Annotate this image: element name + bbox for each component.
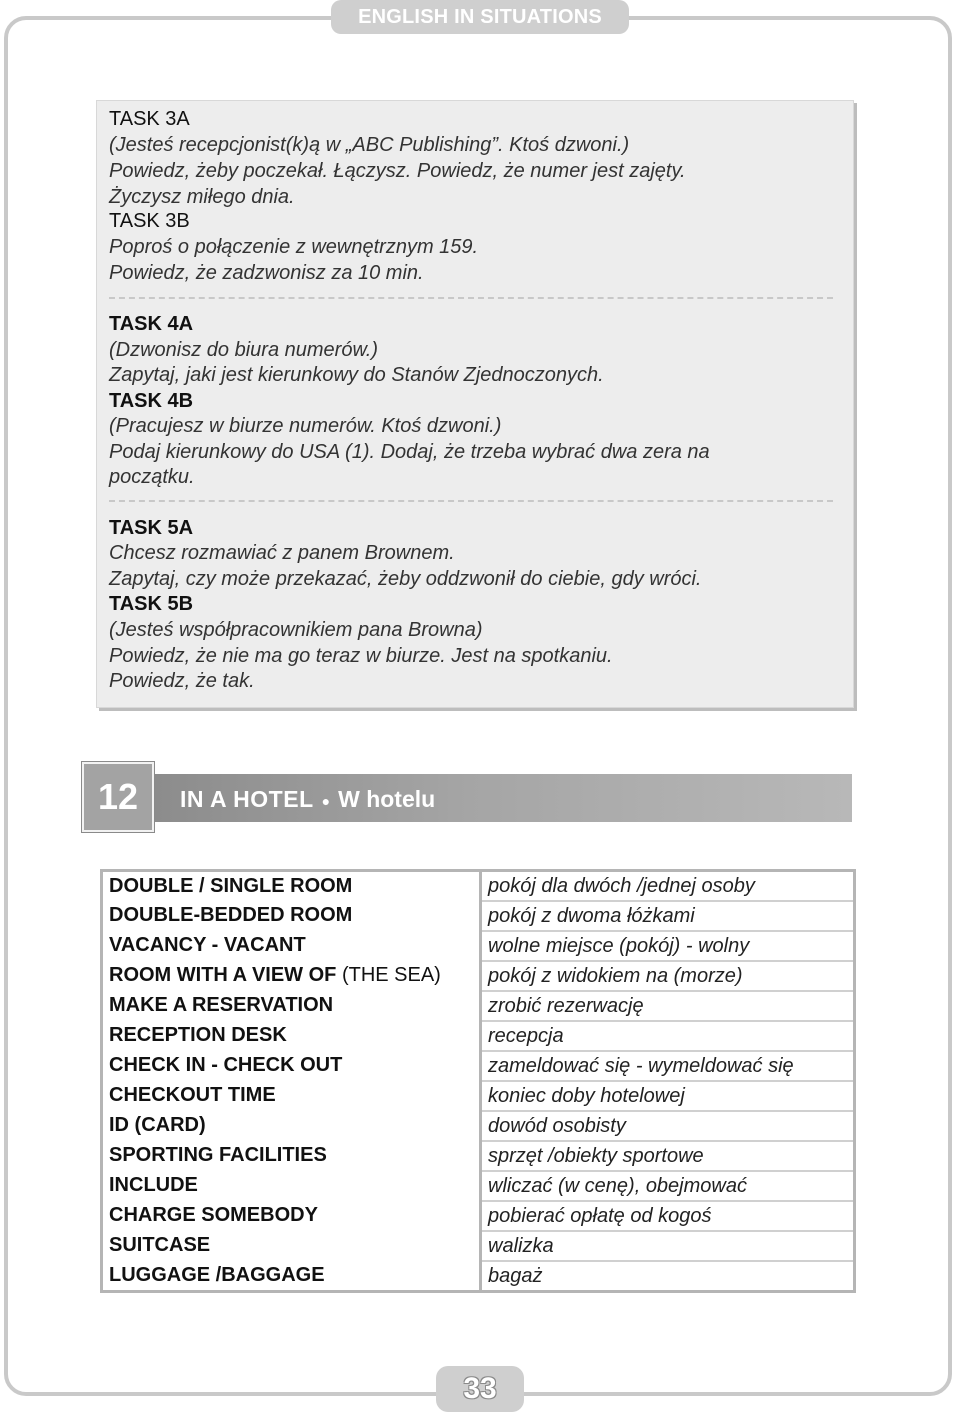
task-line: Zapytaj, jaki jest kierunkowy do Stanów Zjednoczonych. [109,364,604,386]
task-line: Poproś o połączenie z wewnętrznym 159. [109,236,479,258]
task-line: Podaj kierunkowy do USA (1). Dodaj, że trzeba wybrać dwa zera na [109,441,710,463]
term-en [102,1081,481,1111]
dashed-divider [109,297,833,299]
table-row [102,1081,855,1111]
page-number: 33 [436,1366,524,1412]
task-line: TASK 5B [109,593,194,615]
term-en [102,1171,481,1201]
task-line: Powiedz, że tak. [109,670,255,692]
term-en-text: ID (CARD) [109,1114,206,1136]
term-en-text: SUITCASE [109,1234,211,1256]
task-line: TASK 4B [109,390,194,412]
term-en-text: INCLUDE [109,1174,198,1196]
task-line: Powiedz, że nie ma go teraz w biurze. Jest na spotkaniu. [109,645,613,667]
task-line: (Dzwonisz do biura numerów.) [109,339,378,361]
task-line: Powiedz, żeby poczekał. Łączysz. Powiedz, że numer jest zajęty. [109,160,686,182]
term-en [102,1021,481,1051]
table-row [102,1231,855,1261]
term-en-text: MAKE A RESERVATION [109,994,334,1016]
task-line: Chcesz rozmawiać z panem Brownem. [109,542,455,564]
task-line: (Jesteś recepcjonist(k)ą w „ABC Publishing”. Ktoś dzwoni.) [109,134,630,156]
term-pl: wolne miejsce (pokój) - wolny [481,931,855,961]
table-row [102,1201,855,1231]
section-number: 12 [82,762,154,832]
table-row [102,871,855,902]
section-title-pl: W hotelu [338,786,436,812]
term-en [102,1111,481,1141]
term-pl: dowód osobisty [481,1111,855,1141]
term-en-text: ROOM WITH A VIEW OF [109,964,337,986]
term-pl: pokój z dwoma łóżkami [481,901,855,931]
term-pl: pokój dla dwóch /jednej osoby [481,871,855,902]
term-en [102,871,481,902]
table-row [102,1141,855,1171]
term-pl: pobierać opłatę od kogoś [481,1201,855,1231]
term-en [102,1141,481,1171]
table-row [102,991,855,1021]
term-en-text: DOUBLE / SINGLE ROOM [109,875,353,897]
term-pl: wliczać (w cenę), obejmować [481,1171,855,1201]
term-en-text: CHECKOUT TIME [109,1084,276,1106]
section-header [82,762,852,834]
section-title-en: IN A HOTEL [180,786,314,812]
task-line: Powiedz, że zadzwonisz za 10 min. [109,262,424,284]
term-en-text: CHARGE SOMEBODY [109,1204,318,1226]
dashed-divider [109,500,833,502]
task-line: TASK 4A [109,313,194,335]
term-pl: walizka [481,1231,855,1261]
table-row [102,1021,855,1051]
section-title [180,786,435,813]
task-line: (Jesteś współpracownikiem pana Browna) [109,619,483,641]
term-pl: koniec doby hotelowej [481,1081,855,1111]
term-en-extra: (THE SEA) [336,964,441,986]
table-row [102,1051,855,1081]
term-en-text: DOUBLE-BEDDED ROOM [109,904,353,926]
task-line: TASK 5A [109,517,194,539]
table-row [102,961,855,991]
term-en [102,931,481,961]
task-line: Zapytaj, czy może przekazać, żeby oddzwonił do ciebie, gdy wróci. [109,568,702,590]
task-line: TASK 3A [109,108,190,130]
term-en [102,961,481,991]
term-pl: bagaż [488,1265,543,1287]
term-en [102,991,481,1021]
task-line: Życzysz miłego dnia. [109,186,295,208]
term-en [102,1051,481,1081]
term-pl: sprzęt /obiekty sportowe [481,1141,855,1171]
task-box [96,100,854,708]
term-en-text: SPORTING FACILITIES [109,1144,327,1166]
term-en-text: VACANCY - VACANT [109,934,306,956]
table-row [102,1111,855,1141]
term-en-text: CHECK IN - CHECK OUT [109,1054,343,1076]
term-en [102,1201,481,1231]
term-pl: pokój z widokiem na (morze) [481,961,855,991]
table-row [102,901,855,931]
table-row [102,931,855,961]
bullet-icon: ● [321,792,331,809]
term-en [102,1261,481,1292]
term-en [102,901,481,931]
term-pl: recepcja [481,1021,855,1051]
term-en-text: RECEPTION DESK [109,1024,287,1046]
table-row [102,1261,855,1292]
task-line: TASK 3B [109,210,190,232]
vocabulary-table [100,869,856,1293]
term-pl: zrobić rezerwację [481,991,855,1021]
table-row [102,1171,855,1201]
book-title: ENGLISH IN SITUATIONS [331,0,629,34]
term-en-text: LUGGAGE /BAGGAGE [109,1264,325,1286]
term-en [102,1231,481,1261]
task-line: (Pracujesz w biurze numerów. Ktoś dzwoni.) [109,415,502,437]
term-pl: zameldować się - wymeldować się [481,1051,855,1081]
task-line: początku. [109,466,195,488]
